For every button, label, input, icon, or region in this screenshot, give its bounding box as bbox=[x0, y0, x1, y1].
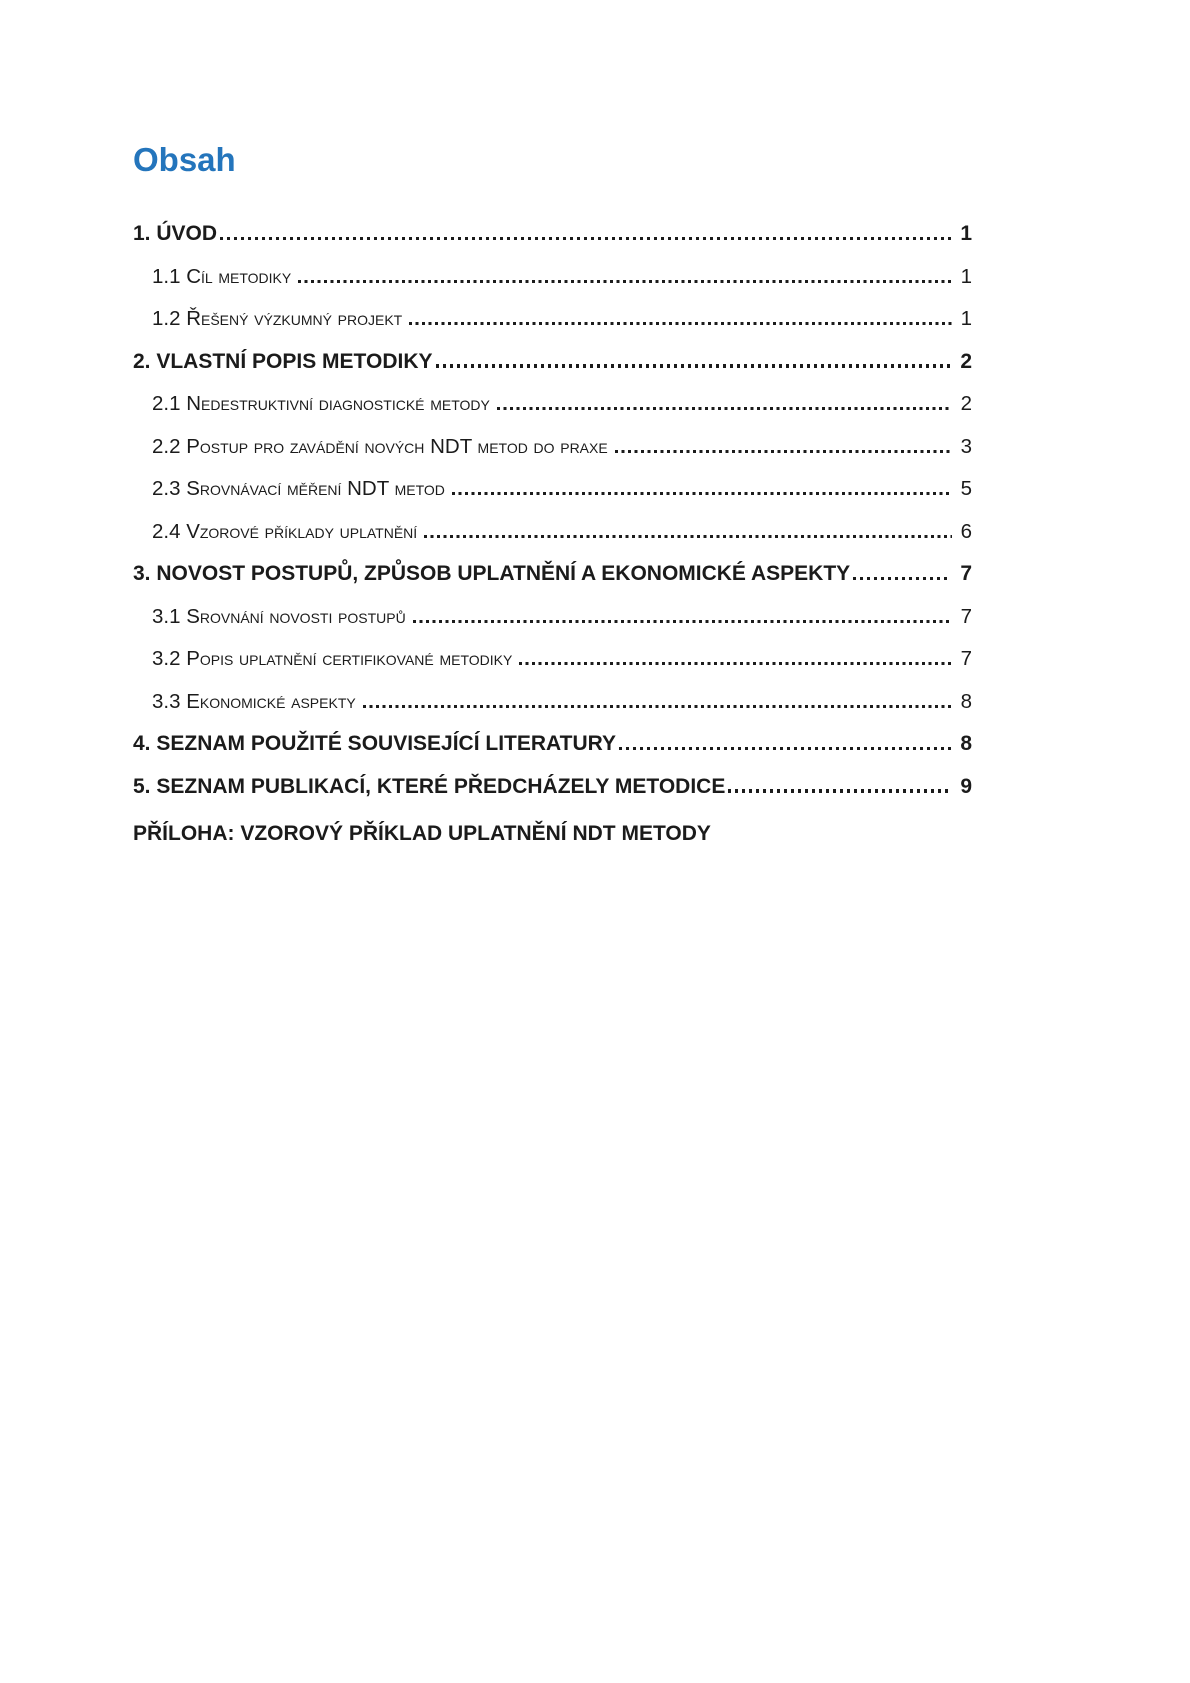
toc-page-number: 9 bbox=[960, 774, 972, 798]
toc-page-number: 8 bbox=[960, 689, 972, 713]
toc-page-number: 7 bbox=[960, 647, 972, 670]
dotted-leader bbox=[413, 620, 952, 623]
toc-entry-label: 2.3 Srovnávací měření NDT metod bbox=[152, 477, 445, 500]
toc-page-number: 6 bbox=[960, 519, 972, 543]
toc-entry-popis-uplatneni[interactable] bbox=[133, 647, 972, 690]
dotted-leader bbox=[619, 747, 951, 750]
dotted-leader bbox=[363, 705, 952, 708]
toc-page-number: 7 bbox=[960, 562, 972, 585]
toc-entry-label: 4. SEZNAM POUŽITÉ SOUVISEJÍCÍ LITERATURY bbox=[133, 732, 617, 755]
toc-entry-uvod[interactable] bbox=[133, 222, 972, 265]
toc-entry-label: 1. ÚVOD bbox=[133, 222, 218, 245]
toc-entry-seznam-literatury[interactable] bbox=[133, 732, 972, 775]
dotted-leader bbox=[409, 322, 951, 325]
toc-page-number: 2 bbox=[960, 392, 972, 415]
dotted-leader bbox=[615, 450, 952, 453]
toc-entry-reseny-vyzkumny-projekt[interactable] bbox=[133, 307, 972, 350]
toc-entry-label: 2.2 Postup pro zavádění nových NDT metod do praxe bbox=[152, 434, 608, 458]
toc-entry-vlastni-popis-metodiky[interactable] bbox=[133, 350, 972, 393]
toc-page-number: 1 bbox=[960, 264, 972, 288]
toc-entry-label: 1.2 Řešený výzkumný projekt bbox=[152, 307, 403, 330]
toc-entry-novost-postupu[interactable] bbox=[133, 562, 972, 605]
toc-entry-label: PŘÍLOHA: VZOROVÝ PŘÍKLAD UPLATNĚNÍ NDT METODY bbox=[133, 822, 711, 845]
dotted-leader bbox=[728, 789, 951, 792]
toc-page-number: 8 bbox=[960, 732, 972, 755]
toc-entry-label: 3.3 Ekonomické aspekty bbox=[152, 689, 356, 713]
table-of-contents bbox=[133, 222, 972, 865]
dotted-leader bbox=[452, 492, 952, 495]
toc-page-number: 3 bbox=[960, 434, 972, 458]
toc-entry-cil-metodiky[interactable] bbox=[133, 265, 972, 308]
dotted-leader bbox=[220, 237, 951, 240]
toc-entry-label: 3.1 Srovnání novosti postupů bbox=[152, 604, 406, 628]
dotted-leader bbox=[519, 662, 951, 665]
toc-page-number: 2 bbox=[960, 349, 972, 373]
dotted-leader bbox=[436, 364, 952, 367]
toc-entry-label: 1.1 Cíl metodiky bbox=[152, 264, 292, 288]
toc-entry-ekonomicke-aspekty[interactable] bbox=[133, 690, 972, 733]
toc-entry-postup-pro-zavadeni[interactable] bbox=[133, 435, 972, 478]
toc-page-number: 1 bbox=[960, 222, 972, 245]
toc-entry-srovnani-novosti[interactable] bbox=[133, 605, 972, 648]
toc-entry-srovnavaci-mereni[interactable] bbox=[133, 477, 972, 520]
toc-entry-label: 3.2 Popis uplatnění certifikované metodiky bbox=[152, 647, 513, 670]
page-title: Obsah bbox=[133, 141, 236, 178]
dotted-leader bbox=[497, 407, 952, 410]
toc-entry-label: 2.1 Nedestruktivní diagnostické metody bbox=[152, 392, 490, 415]
toc-entry-label: 2. VLASTNÍ POPIS METODIKY bbox=[133, 349, 433, 373]
dotted-leader bbox=[853, 577, 951, 580]
toc-entry-vzorove-priklady[interactable] bbox=[133, 520, 972, 563]
toc-entry-label: 2.4 Vzorové příklady uplatnění bbox=[152, 519, 418, 543]
toc-page-number: 1 bbox=[960, 307, 972, 330]
dotted-leader bbox=[424, 535, 951, 538]
toc-page-number: 5 bbox=[960, 477, 972, 500]
toc-entry-seznam-publikaci[interactable] bbox=[133, 775, 972, 818]
toc-entry-label: 3. NOVOST POSTUPŮ, ZPŮSOB UPLATNĚNÍ A EKONOMICKÉ ASPEKTY bbox=[133, 562, 851, 585]
dotted-leader bbox=[298, 280, 951, 283]
toc-entry-priloha[interactable] bbox=[133, 822, 972, 865]
toc-entry-nedestruktivni-diagnosticke-metody[interactable] bbox=[133, 392, 972, 435]
toc-page-number: 7 bbox=[960, 604, 972, 628]
toc-entry-label: 5. SEZNAM PUBLIKACÍ, KTERÉ PŘEDCHÁZELY METODICE bbox=[133, 774, 726, 798]
